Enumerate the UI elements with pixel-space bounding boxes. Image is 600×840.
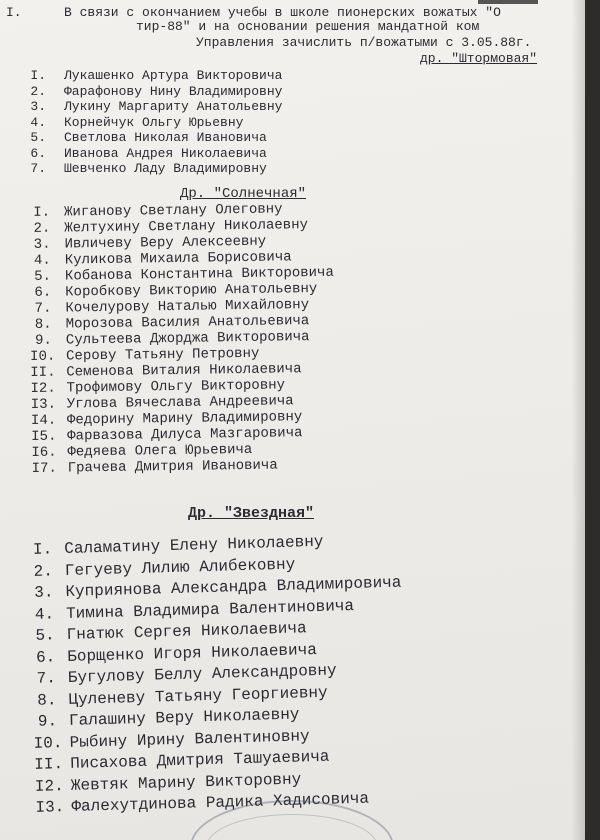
item-number: 2. [33,220,51,237]
page-edge-mark [478,0,538,4]
person-name: Фарафонову Нину Владимировну [64,83,283,99]
item-number: 8. [34,316,52,333]
list-item [28,146,282,162]
item-number: I0. [30,348,56,365]
person-name: Саламатину Елену Николаевну [64,532,324,558]
item-number: I6. [31,444,57,461]
person-name: Гнатюк Сергея Николаевича [66,619,307,644]
person-name: Корнейчук Ольгу Юрьевну [64,114,244,130]
list-item [28,115,282,131]
item-number: I5. [31,428,57,445]
person-name: Шевченко Ладу Владимировну [64,161,267,176]
person-name: Желтухину Светлану Николаевну [64,217,309,237]
item-number: 4. [34,604,55,624]
item-number: II. [34,755,64,774]
person-name: Фарвазова Дилуса Мазгаровича [67,425,303,445]
header-number: I. [6,5,22,20]
person-name: Сультеева Джорджа Викторовича [65,329,310,349]
item-number: 5. [35,626,55,645]
item-number: I7. [31,460,58,477]
item-number: 7. [34,300,52,317]
group-title-shtormovaya: др. "Штормовая" [420,51,538,66]
item-number: 3. [33,236,51,253]
list-item [32,457,337,477]
header-line-2: тир-88" и на основании решения мандатной ком [136,19,480,34]
person-name: Цуленеву Татьяну Георгиевну [68,683,328,709]
item-number: 9. [37,712,58,731]
person-name: Куликова Михаила Борисовича [64,249,292,269]
person-name: Иванова Андрея Николаевича [64,145,267,161]
item-number: I. [30,68,46,83]
person-name: Коробкову Викторию Анатольевну [65,280,318,301]
person-name: Светлова Николая Ивановича [64,130,267,145]
name-list-solnechnaya [28,201,337,477]
item-number: 8. [37,690,57,710]
person-name: Писахова Дмитрия Ташуаевича [70,747,330,773]
person-name: Галашину Веру Николаевну [68,705,300,730]
list-item [28,68,282,84]
name-list-zvezdnaya [28,530,408,820]
item-number: 2. [30,83,46,99]
item-number: I. [33,204,51,221]
person-name: Гегуеву Лилию Алибековну [64,555,296,580]
person-name: Борщенко Игоря Николаевича [67,640,318,666]
item-number: I0. [33,733,63,753]
list-item [28,161,282,177]
person-name: Ивличеву Веру Алексеевну [64,233,267,253]
item-number: 5. [30,130,46,145]
group-title-zvezdnaya: Др. "Звездная" [188,505,315,522]
item-number: 7. [36,669,57,688]
person-name: Лукину Маргариту Анатольевну [64,99,283,114]
item-number: 4. [30,114,46,130]
item-number: I2. [30,380,56,397]
item-number: 4. [33,252,51,269]
person-name: Лукашенко Артура Викторовича [64,68,283,83]
item-number: 6. [34,284,52,301]
header-line-3: Управления зачислить п/вожатыми с 3.05.88г. [196,35,532,50]
header-line-1: В связи с окончанием учебы в школе пионерских вожатых "О [64,5,501,20]
person-name: Трофимову Ольгу Викторовну [66,377,286,397]
person-name: Жиганову Светлану Олеговну [63,201,283,221]
person-name: Федяева Олега Юрьевича [67,441,253,461]
person-name: Углова Вячеслава Андреевича [66,393,294,413]
list-item [28,99,282,115]
person-name: Тимина Владимира Валентиновича [65,596,355,623]
person-name: Морозова Василия Анатольевича [65,313,310,333]
person-name: Кобанова Константина Викторовича [64,264,334,285]
item-number: 6. [30,145,46,161]
item-number: 5. [34,268,52,285]
person-name: Кочелурову Наталью Михайловну [65,297,310,317]
item-number: 6. [35,647,56,667]
item-number: 2. [33,561,54,581]
item-number: 7. [30,161,46,176]
name-list-shtormovaya [28,68,282,177]
person-name: Жевтяк Марину Викторовну [70,769,302,795]
item-number: I2. [34,776,64,796]
item-number: I3. [35,798,65,817]
item-number: II. [30,364,56,381]
item-number: 9. [34,332,53,349]
item-number: I. [32,540,53,559]
person-name: Бугулову Беллу Александровну [67,661,337,687]
person-name: Семенова Виталия Николаевича [66,361,302,381]
person-name: Куприянова Александра Владимировича [65,573,402,601]
item-number: I4. [30,412,57,429]
list-item [28,84,282,100]
item-number: I3. [30,396,57,413]
list-item [28,130,282,146]
person-name: Серову Татьяну Петровну [66,345,260,365]
person-name: Рыбину Ирину Валентиновну [69,726,310,752]
person-name: Фалехутдинова Радика Хадисовича [71,789,370,816]
person-name: Федорину Марину Владимировну [66,409,303,429]
person-name: Грачева Дмитрия Ивановича [67,457,278,477]
item-number: 3. [34,583,54,602]
group-title-solnechnaya: Др. "Солнечная" [180,186,307,202]
item-number: 3. [30,99,46,114]
